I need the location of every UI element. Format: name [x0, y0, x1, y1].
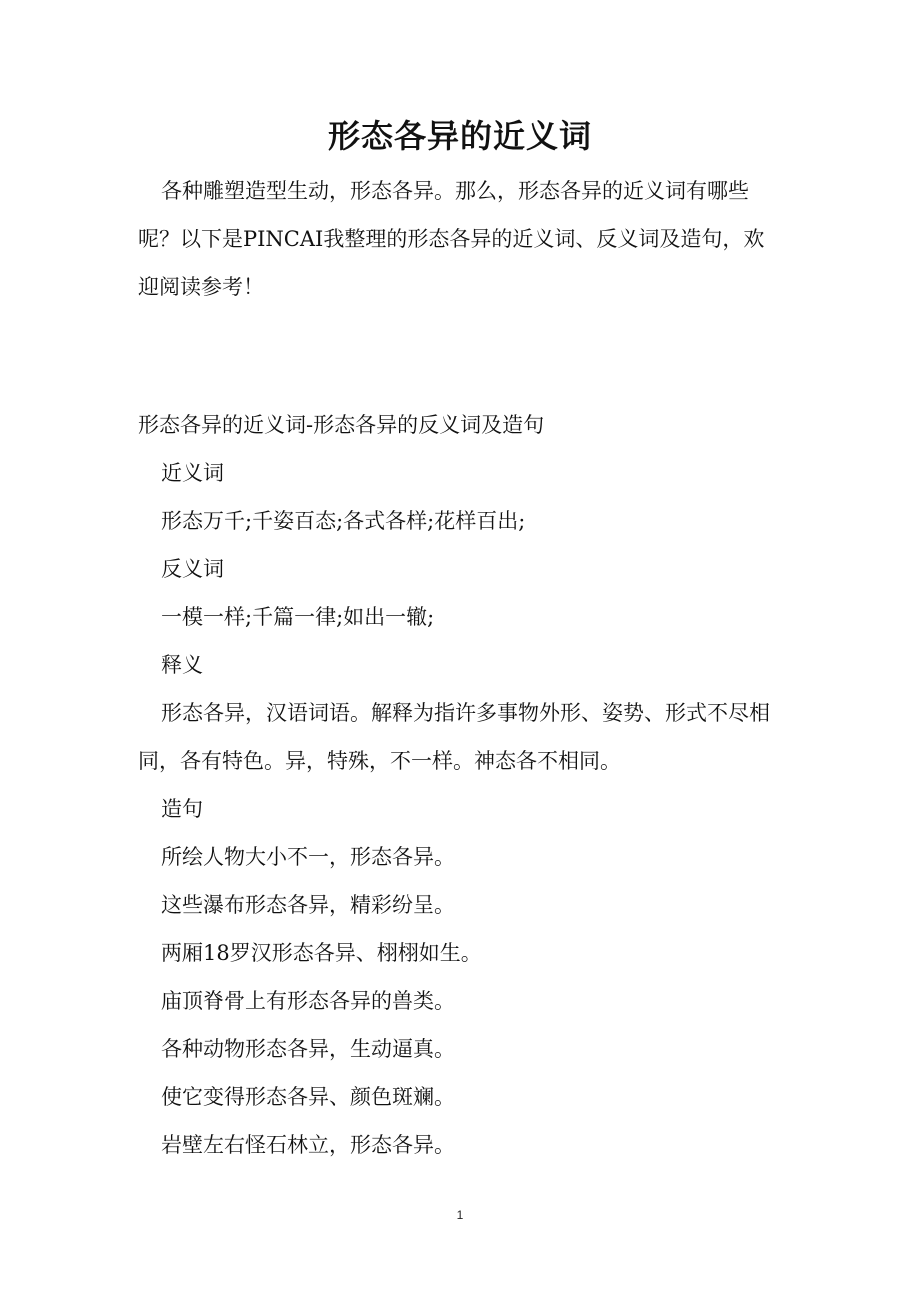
example-sentence: 使它变得形态各异、颜色斑斓。: [161, 1085, 455, 1109]
example-sentence: 所绘人物大小不一，形态各异。: [161, 845, 455, 869]
examples-label: 造句: [161, 797, 203, 821]
intro-paragraph: 各种雕塑造型生动，形态各异。那么，形态各异的近义词有哪些呢？以下是PINCAI我整理的形态各异的近义词、反义词及造句，欢迎阅读参考！: [138, 179, 765, 299]
example-sentence: 这些瀑布形态各异，精彩纷呈。: [161, 893, 455, 917]
page-number: 1: [456, 1208, 464, 1222]
example-sentence: 岩壁左右怪石林立，形态各异。: [161, 1133, 455, 1157]
antonyms-label: 反义词: [161, 557, 224, 581]
antonyms-list: 一模一样;千篇一律;如出一辙;: [161, 605, 435, 629]
document-title: 形态各异的近义词: [327, 117, 592, 155]
meaning-paragraph: 形态各异，汉语词语。解释为指许多事物外形、姿势、形式不尽相同，各有特色。异，特殊，不一样。神态各不相同。: [138, 701, 770, 773]
synonyms-list: 形态万千;千姿百态;各式各样;花样百出;: [161, 509, 526, 533]
meaning-label: 释义: [161, 653, 203, 677]
section-heading: 形态各异的近义词-形态各异的反义词及造句: [138, 413, 545, 437]
example-sentence: 各种动物形态各异，生动逼真。: [161, 1037, 455, 1061]
synonyms-label: 近义词: [161, 461, 224, 485]
example-sentence: 两厢18罗汉形态各异、栩栩如生。: [161, 941, 482, 965]
example-sentence: 庙顶脊骨上有形态各异的兽类。: [161, 989, 455, 1013]
